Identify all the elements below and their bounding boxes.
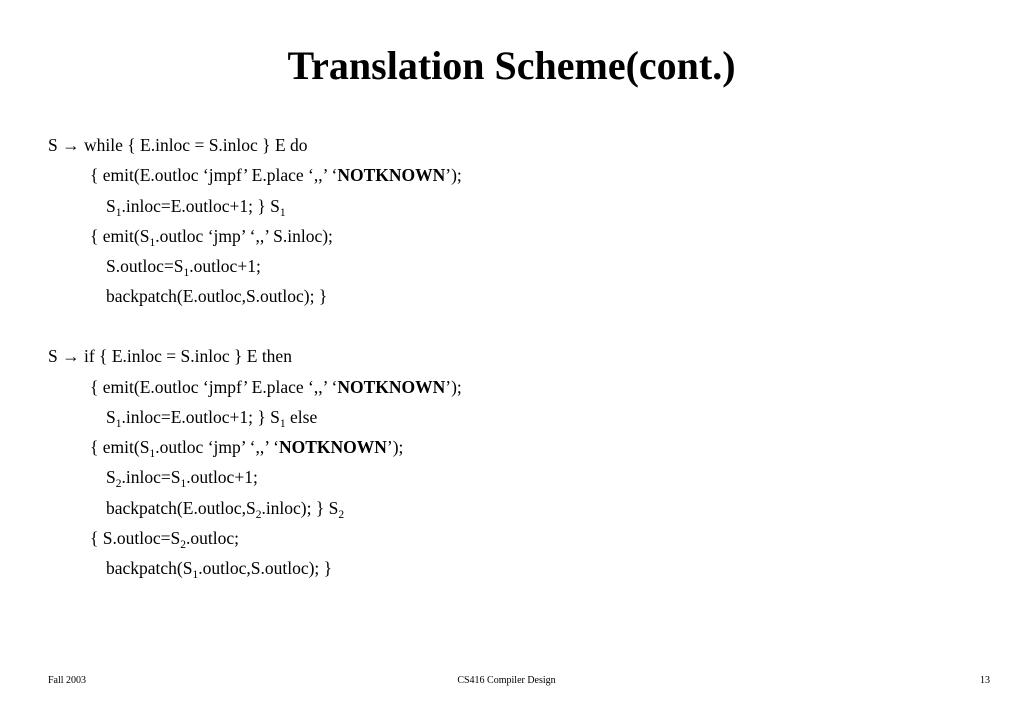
code-text: .inloc=E.outloc+1; } S [121, 407, 280, 427]
notknown-keyword: NOTKNOWN [337, 377, 446, 397]
code-text: backpatch(E.outloc,S.outloc); } [106, 286, 328, 306]
if-emit-jmpf-line [90, 375, 462, 399]
subscript: 2 [180, 539, 186, 551]
while-backpatch-line [106, 284, 327, 308]
code-text: { S.outloc=S [90, 528, 181, 548]
code-text: { emit(E.outloc ‘jmpf’ E.place ‘,,’ ‘ [90, 377, 338, 397]
subscript: 1 [180, 478, 187, 490]
code-text: .outloc,S.outloc); } [198, 558, 333, 578]
if-production-head [48, 344, 292, 368]
right-arrow-icon: → [62, 346, 80, 366]
code-text: ’); [386, 437, 404, 457]
code-text: if { E.inloc = S.inloc } E then [79, 346, 292, 366]
if-backpatch-e-line [106, 496, 344, 520]
footer-course: CS416 Compiler Design [457, 675, 556, 686]
subscript: 2 [338, 509, 345, 521]
code-text: S [48, 135, 63, 155]
code-text: S [106, 407, 116, 427]
slide-title: Translation Scheme(cont.) [287, 43, 736, 88]
subscript: 1 [149, 237, 156, 249]
notknown-keyword: NOTKNOWN [278, 437, 387, 457]
code-text: .inloc=S [121, 467, 181, 487]
code-text: ’); [445, 377, 462, 397]
right-arrow-icon: → [62, 135, 80, 155]
if-s1-inloc-line [106, 405, 317, 429]
code-text: .outloc+1; [189, 256, 261, 276]
code-text: { emit(S [90, 226, 150, 246]
subscript: 1 [149, 448, 156, 460]
code-text: .inloc); } S [261, 498, 339, 518]
code-text: { emit(S [90, 437, 150, 457]
code-text: .outloc; [185, 528, 239, 548]
code-text: S [106, 196, 116, 216]
code-text: .outloc ‘jmp’ ‘,,’ ‘ [155, 437, 279, 457]
code-text: backpatch(E.outloc,S [106, 498, 256, 518]
footer-date: Fall 2003 [48, 675, 87, 686]
if-s-outloc-line [90, 526, 239, 550]
code-text: .outloc+1; [186, 467, 258, 487]
code-text: while { E.inloc = S.inloc } E do [79, 135, 308, 155]
if-emit-jmp-line [90, 435, 403, 459]
code-text: { emit(E.outloc ‘jmpf’ E.place ‘,,’ ‘ [90, 165, 338, 185]
code-text: S.outloc=S [106, 256, 184, 276]
subscript: 1 [192, 569, 199, 581]
subscript: 2 [115, 478, 122, 490]
code-text: backpatch(S [106, 558, 193, 578]
subscript: 1 [183, 267, 190, 279]
code-text: ’); [445, 165, 462, 185]
subscript: 2 [255, 509, 262, 521]
while-emit-jmpf-line [90, 163, 462, 187]
subscript: 1 [115, 207, 122, 219]
while-emit-jmp-line [90, 224, 333, 248]
subscript: 1 [279, 207, 286, 219]
footer-page-number: 13 [980, 675, 990, 686]
code-text: .inloc=E.outloc+1; } S [121, 196, 280, 216]
while-s-outloc-line [106, 254, 261, 278]
code-text: else [285, 407, 318, 427]
if-backpatch-s1-line [106, 556, 332, 580]
subscript: 1 [279, 418, 286, 430]
if-s2-inloc-line [106, 465, 258, 489]
while-production-head [48, 133, 308, 157]
subscript: 1 [115, 418, 122, 430]
while-s1-inloc-line [106, 194, 286, 218]
code-text: .outloc ‘jmp’ ‘,,’ S.inloc); [155, 226, 333, 246]
code-text: S [48, 346, 63, 366]
code-text: S [106, 467, 116, 487]
notknown-keyword: NOTKNOWN [337, 165, 446, 185]
